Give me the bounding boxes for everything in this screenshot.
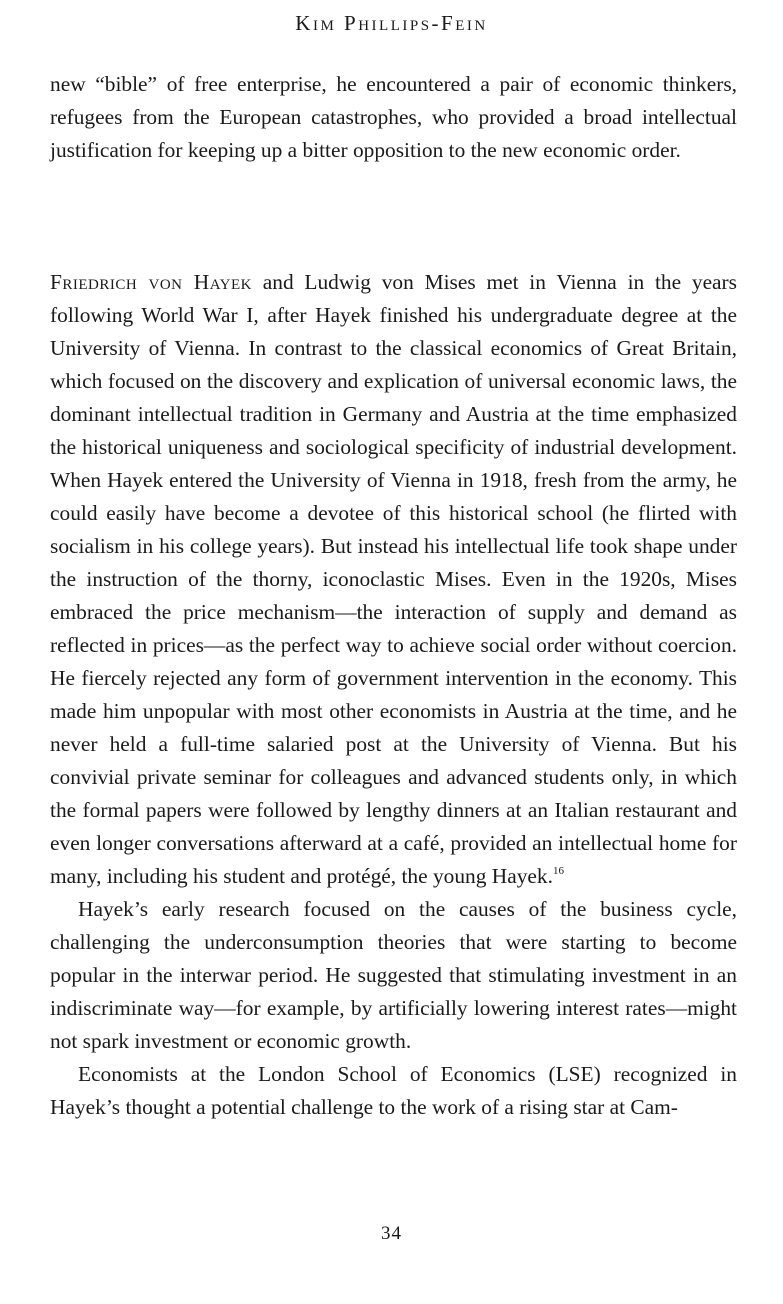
- footnote-ref: 16: [552, 865, 564, 877]
- section-lead-in: Friedrich von Hayek: [50, 270, 252, 294]
- section-first-paragraph-text: and Ludwig von Mises met in Vienna in the years following World War I, after Hayek finished his undergraduate degree at the University of Vienna. In contrast to the classical economics of Great Britain, which focused on the discovery and explication of universal economic laws, the dominant intellectual tradition in Germany and Austria at the time emphasized the historical uniqueness and sociological specificity of industrial development. When Hayek entered the University of Vienna in 1918, fresh from the army, he could easily have become a devotee of this historical school (he flirted with socialism in his college years). But instead his intellectual life took shape under the instruction of the thorny, iconoclastic Mises. Even in the 1920s, Mises embraced the price mechanism—the interaction of supply and demand as reflected in prices—as the perfect way to achieve social order without coercion. He fiercely rejected any form of government intervention in the economy. This made him unpopular with most other economists in Austria at the time, and he never held a full-time salaried post at the University of Vienna. But his convivial private seminar for colleagues and advanced students only, in which the formal papers were followed by lengthy dinners at an Italian restaurant and even longer conversations afterward at a café, provided an intellectual home for many, including his student and protégé, the young Hayek.: [50, 270, 738, 888]
- section-first-paragraph: [50, 266, 737, 893]
- opening-paragraph: new “bible” of free enterprise, he encountered a pair of economic thinkers, refugees from the European catastrophes, who provided a broad intellectual justification for keeping up a bitter opposition to the new economic order.: [50, 72, 737, 162]
- section-body: [50, 266, 737, 1124]
- lse-paragraph: Economists at the London School of Economics (LSE) recognized in Hayek’s thought a potential challenge to the work of a rising star at Cam-: [50, 1062, 737, 1119]
- business-cycle-paragraph: Hayek’s early research focused on the causes of the business cycle, challenging the underconsumption theories that were starting to become popular in the interwar period. He suggested that stimulating investment in an indiscriminate way—for example, by artificially lowering interest rates—might not spark investment or economic growth.: [50, 897, 737, 1053]
- page-number: 34: [381, 1223, 402, 1244]
- opening-paragraph-block: [50, 68, 737, 167]
- running-head: Kim Phillips-Fein: [295, 11, 488, 35]
